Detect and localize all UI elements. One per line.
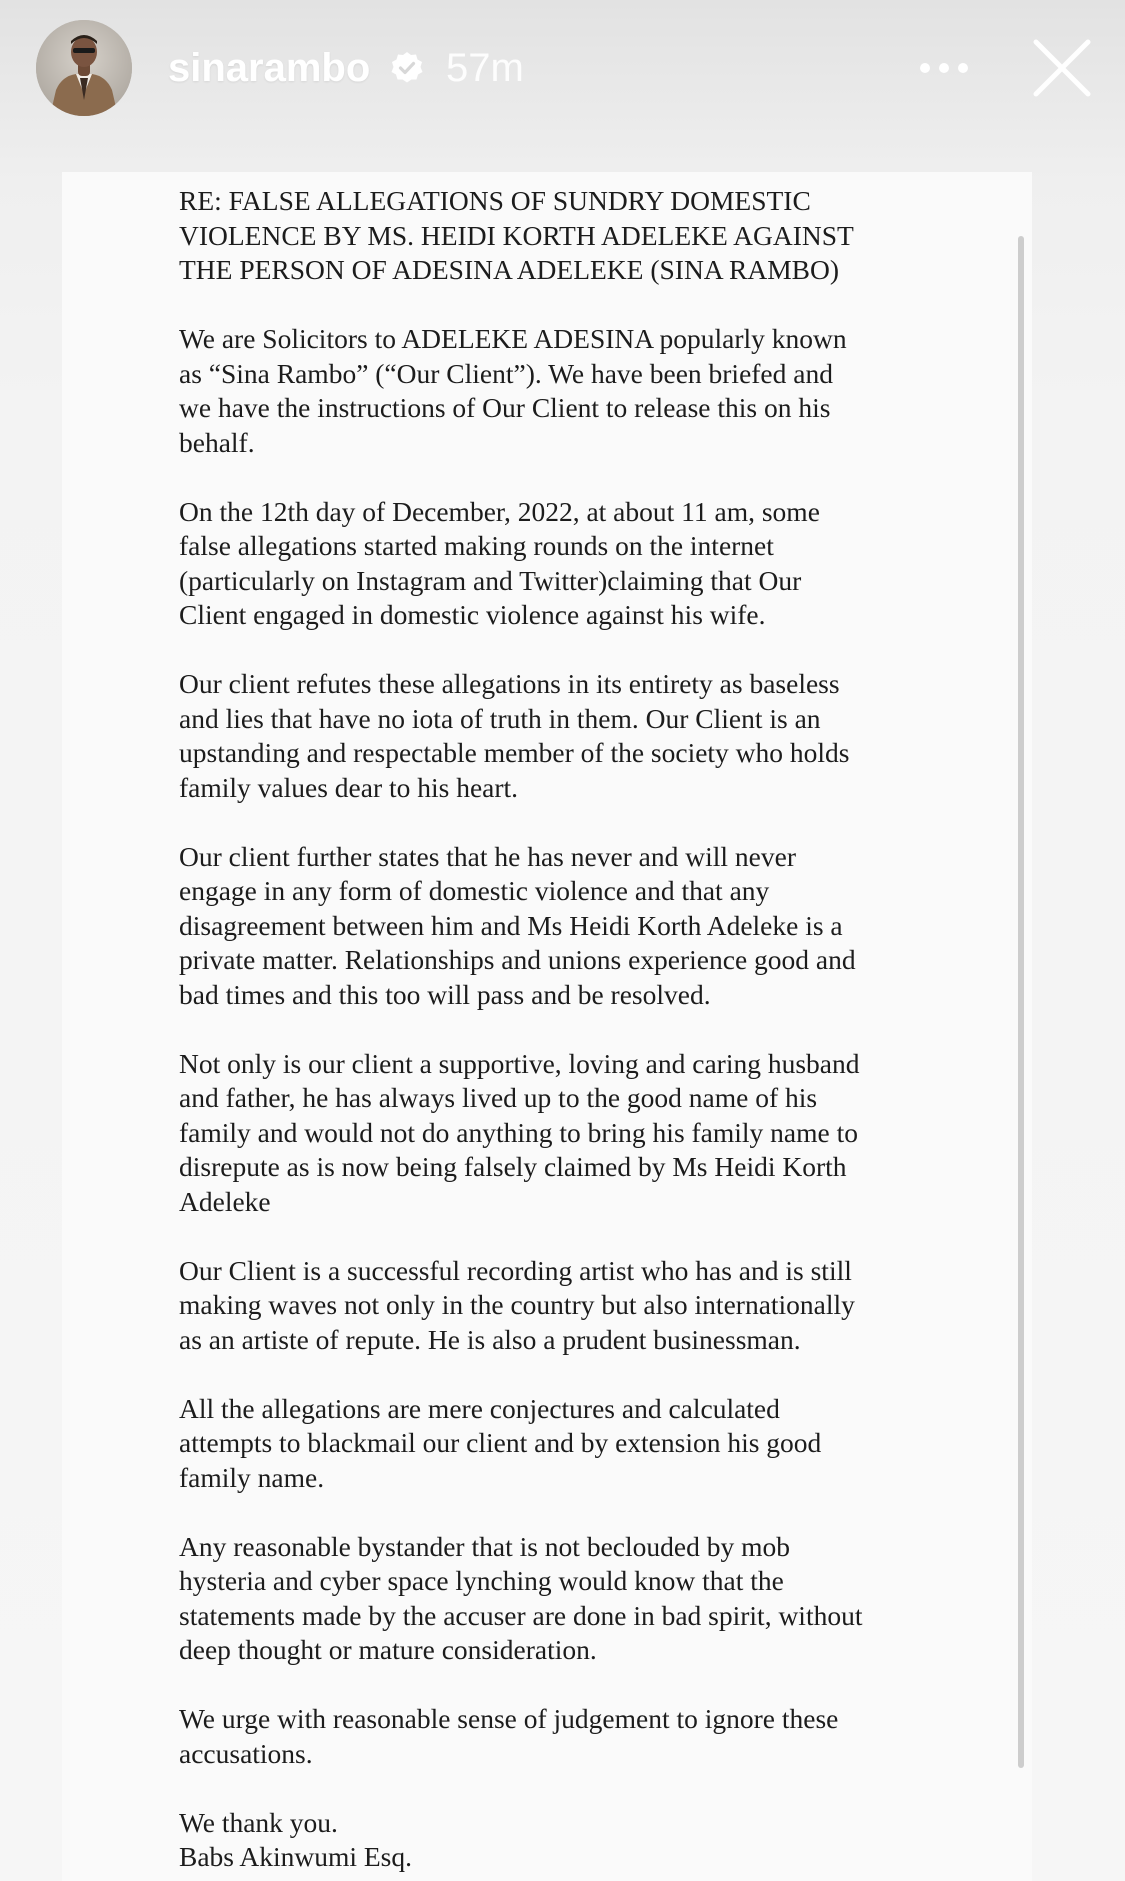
signature-line: Babs Akinwumi Esq.: [179, 1841, 412, 1872]
closing-line: We thank you.: [179, 1806, 338, 1838]
story-header: [0, 0, 1125, 140]
story-username[interactable]: sinarambo: [168, 46, 371, 90]
document-paragraph: Our client further states that he has never and will never engage in any form of domestic violence and that any disagreement between him and Ms Heidi Korth Adeleke is a private matter. Relationships and unions experience good and bad times and this too will pass and be resolved.: [179, 840, 856, 1010]
document-paragraph: Our client refutes these allegations in its entirety as baseless and lies that have no iota of truth in them. Our Client is an upstanding and respectable member of the society who holds family values dear to his heart.: [179, 668, 850, 803]
more-dots-icon[interactable]: [912, 48, 976, 88]
profile-avatar[interactable]: [36, 20, 132, 116]
legal-statement-document: [62, 172, 1032, 1881]
close-icon[interactable]: [1028, 34, 1096, 102]
document-text: [179, 184, 999, 1875]
document-paragraph: We are Solicitors to ADELEKE ADESINA popularly known as “Sina Rambo” (“Our Client”). We have been briefed and we have the instructions of Our Client to release this on his behalf.: [179, 323, 847, 458]
document-paragraph: Any reasonable bystander that is not beclouded by mob hysteria and cyber space lynching would know that the statements made by the accuser are done in bad spirit, without deep thought or mature consideration.: [179, 1530, 863, 1665]
document-paragraph: On the 12th day of December, 2022, at about 11 am, some false allegations started making rounds on the internet (particularly on Instagram and Twitter)claiming that Our Client engaged in domestic violence against his wife.: [179, 495, 820, 630]
profile-photo: [36, 20, 132, 116]
document-paragraph: Our Client is a successful recording artist who has and is still making waves not only in the country but also internationally as an artiste of repute. He is also a prudent businessman.: [179, 1254, 855, 1355]
document-paragraph: Not only is our client a supportive, loving and caring husband and father, he has always lived up to the good name of his family and would not do anything to bring his family name to disrepute as is now being falsely claimed by Ms Heidi Korth Adeleke: [179, 1047, 860, 1217]
document-paragraph: We urge with reasonable sense of judgement to ignore these accusations.: [179, 1703, 839, 1769]
document-scrollbar: [1018, 236, 1024, 1768]
document-paragraph: All the allegations are mere conjectures and calculated attempts to blackmail our client and by extension his good family name.: [179, 1392, 822, 1493]
document-heading: RE: FALSE ALLEGATIONS OF SUNDRY DOMESTIC VIOLENCE BY MS. HEIDI KORTH ADELEKE AGAINST THE PERSON OF ADESINA ADELEKE (SINA RAMBO): [179, 185, 854, 285]
story-timestamp: 57m: [446, 46, 524, 90]
verified-badge-icon: [390, 51, 424, 85]
